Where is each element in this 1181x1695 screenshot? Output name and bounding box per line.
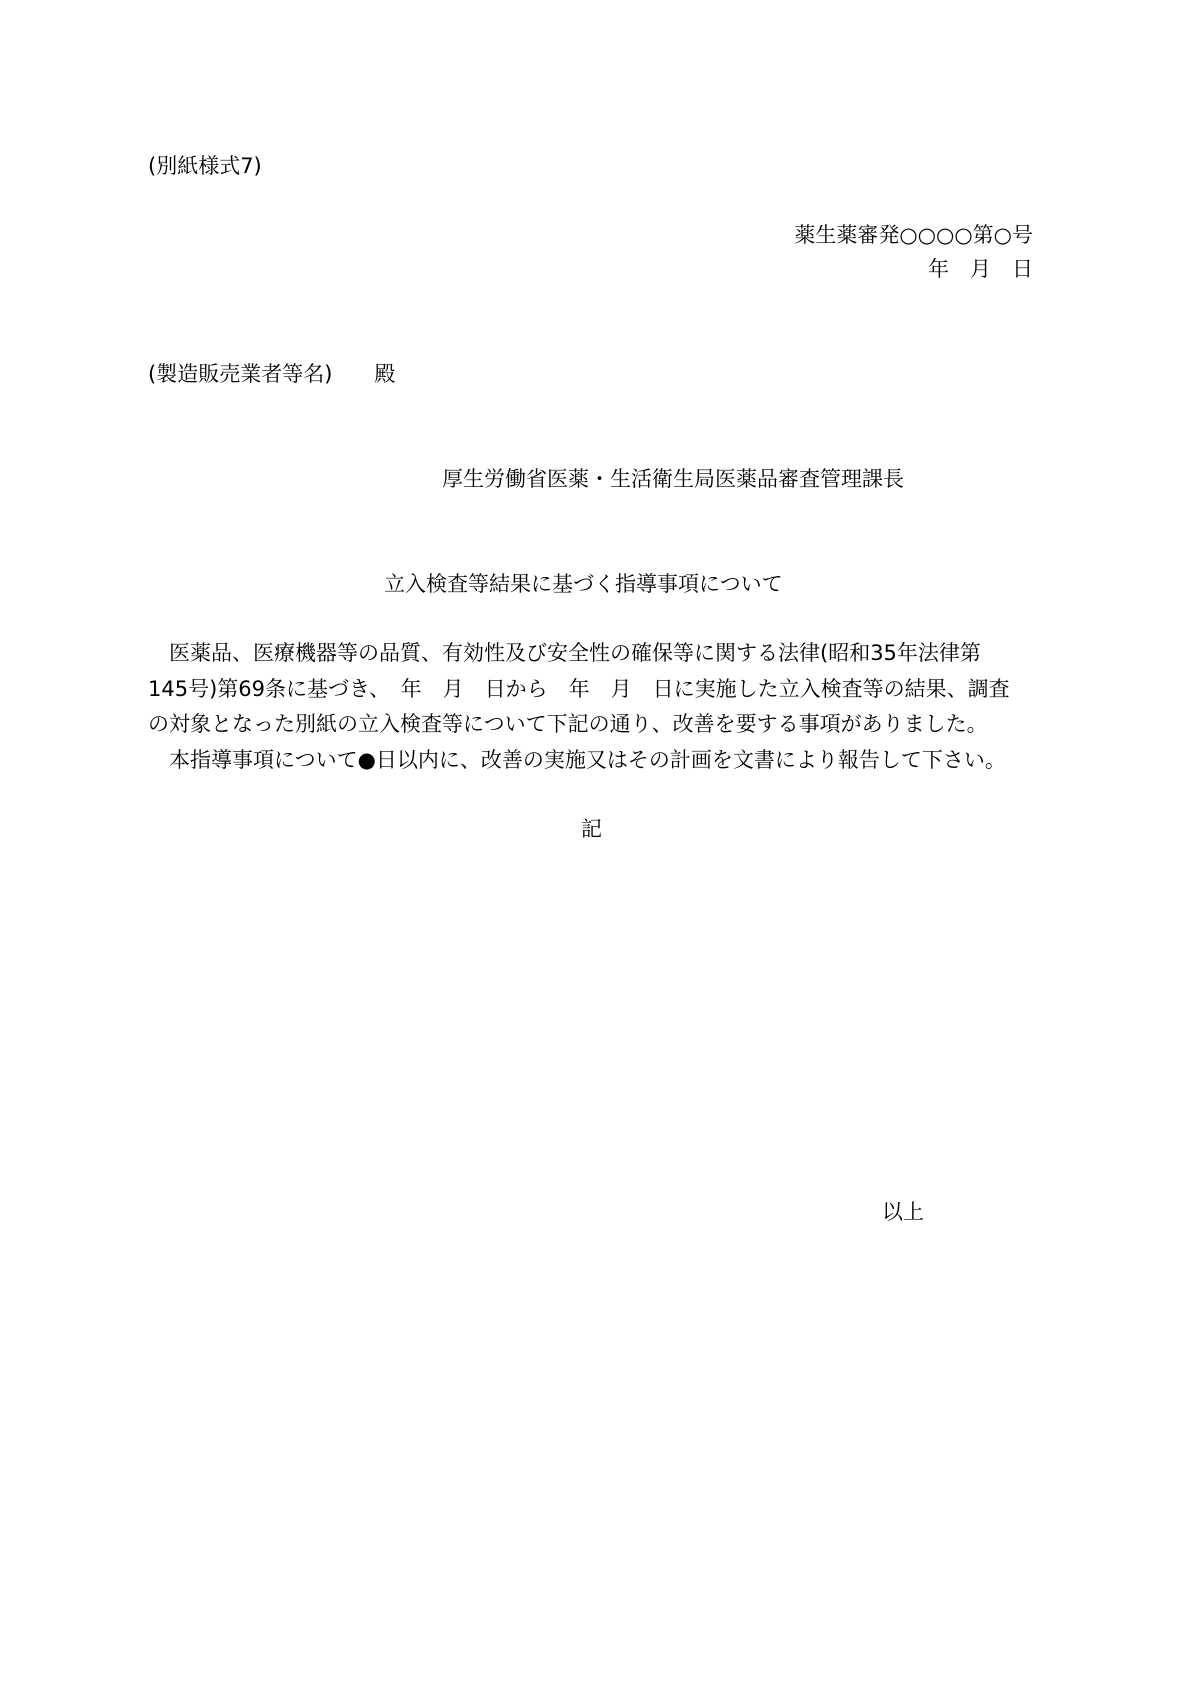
- document-number: 薬生薬審発○○○○第○号: [794, 223, 1033, 247]
- body-line: 本指導事項について●日以内に、改善の実施又はその計画を文書により報告して下さい。: [148, 748, 1006, 772]
- subject-title: 立入検査等結果に基づく指導事項について: [384, 572, 783, 596]
- recipient-name: (製造販売業者等名): [148, 362, 333, 386]
- body-line: の対象となった別紙の立入検査等について下記の通り、改善を要する事項がありました。: [148, 712, 988, 736]
- closing-ijo: 以上: [882, 1200, 924, 1224]
- honorific: 殿: [374, 362, 396, 386]
- document-date: 年 月 日: [928, 257, 1033, 281]
- ki-marker: 記: [581, 817, 602, 841]
- form-label: (別紙様式7): [148, 154, 262, 178]
- sender: 厚生労働省医薬・生活衛生局医薬品審査管理課長: [442, 467, 904, 491]
- body-line: 医薬品、医療機器等の品質、有効性及び安全性の確保等に関する法律(昭和35年法律第: [148, 641, 981, 665]
- body-line: 145号)第69条に基づき、 年 月 日から 年 月 日に実施した立入検査等の結果、調査: [148, 677, 1010, 701]
- recipient-line: [148, 361, 395, 387]
